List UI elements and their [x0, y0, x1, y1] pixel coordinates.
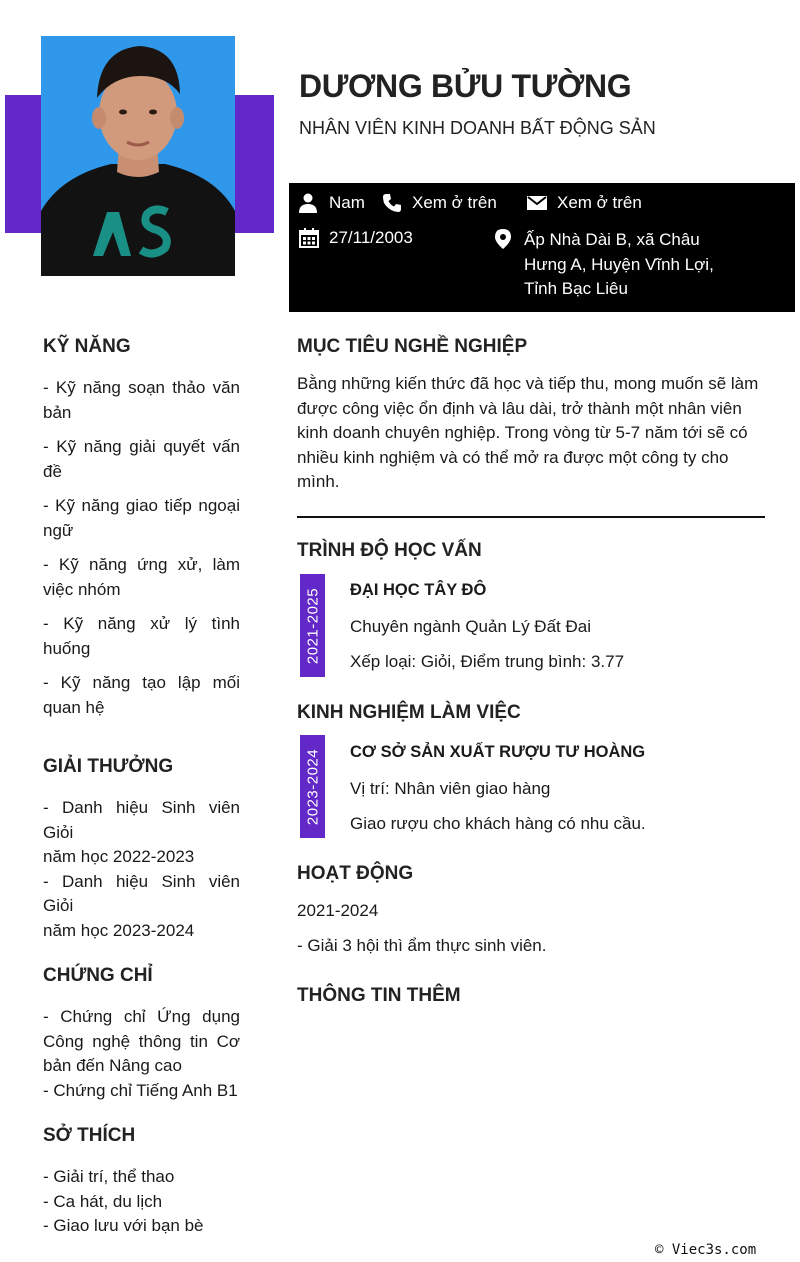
- experience-heading: KINH NGHIỆM LÀM VIỆC: [297, 702, 521, 723]
- objective-line: được công việc ổn định và lâu dài, trở thành một nhân viên: [297, 398, 742, 418]
- award-line: năm học 2023-2024: [43, 920, 195, 940]
- certificate-line: - Chứng chỉ Ứng dụng: [43, 1007, 240, 1026]
- objective-heading: MỤC TIÊU NGHỀ NGHIỆP: [297, 336, 528, 357]
- education-years-bar: [300, 574, 325, 677]
- experience-description: Giao rượu cho khách hàng có nhu cầu.: [350, 814, 646, 833]
- section-divider: [297, 516, 765, 518]
- activities-heading: HOẠT ĐỘNG: [297, 863, 414, 884]
- objective-text: [297, 372, 765, 495]
- skill-line: - Kỹ năng ứng xử, làm: [43, 555, 240, 574]
- more-info-heading: THÔNG TIN THÊM: [297, 985, 461, 1006]
- award-line: - Danh hiệu Sinh viên Giỏi: [43, 798, 240, 842]
- skill-item: [43, 671, 240, 720]
- skill-line: - Kỹ năng giải quyết vấn: [43, 437, 240, 456]
- certificate-line: bản đến Nâng cao: [43, 1056, 182, 1075]
- skill-line: - Kỹ năng soạn thảo văn: [43, 378, 240, 397]
- address-line: Ấp Nhà Dài B, xã Châu: [524, 230, 700, 249]
- skill-item: [43, 435, 240, 484]
- skill-line: đề: [43, 461, 62, 481]
- skill-item: [43, 612, 240, 661]
- education-grade: Xếp loại: Giỏi, Điểm trung bình: 3.77: [350, 652, 625, 671]
- skill-item: [43, 553, 240, 602]
- certificate-line: Công nghệ thông tin Cơ: [43, 1031, 240, 1051]
- accent-block-left: [5, 95, 45, 233]
- phone-value[interactable]: Xem ở trên: [412, 193, 497, 212]
- address-line: Hưng A, Huyện Vĩnh Lợi,: [524, 254, 714, 274]
- left-column: [43, 336, 240, 1239]
- skills-list: [43, 376, 240, 720]
- certificates-heading: CHỨNG CHỈ: [43, 965, 153, 986]
- award-line: - Danh hiệu Sinh viên Giỏi: [43, 871, 240, 915]
- gender-value: Nam: [329, 193, 365, 212]
- skill-line: huống: [43, 638, 91, 658]
- education-heading: TRÌNH ĐỘ HỌC VẤN: [297, 540, 482, 561]
- objective-line: nhiều kinh nghiệm và có thể mở ra được một công ty cho: [297, 447, 729, 467]
- contact-address: [494, 228, 734, 302]
- mail-icon: [527, 193, 547, 213]
- objective-line: Bằng những kiến thức đã học và tiếp thu, mong muốn sẽ làm: [297, 374, 759, 393]
- email-value[interactable]: Xem ở trên: [557, 193, 642, 212]
- phone-icon: [382, 193, 402, 213]
- awards-list: [43, 796, 240, 943]
- objective-line: kinh doanh chuyên nghiệp. Trong vòng từ 5-7 năm tới sẽ có: [297, 423, 748, 442]
- skill-line: ngữ: [43, 520, 74, 540]
- dob-value: 27/11/2003: [329, 228, 413, 247]
- award-line: năm học 2022-2023: [43, 847, 195, 866]
- contact-box: [289, 183, 795, 312]
- contact-dob: [299, 228, 413, 248]
- experience-position: Vị trí: Nhân viên giao hàng: [350, 779, 551, 798]
- certificate-line: - Chứng chỉ Tiếng Anh B1: [43, 1080, 238, 1100]
- skill-line: - Kỹ năng tạo lập mối: [43, 673, 240, 692]
- profile-photo: [41, 36, 235, 276]
- skill-line: - Kỹ năng giao tiếp ngoại: [43, 496, 240, 515]
- experience-years: 2023-2024: [304, 748, 321, 825]
- certificates-list: [43, 1005, 240, 1103]
- objective-line: mình.: [297, 472, 340, 491]
- candidate-name: DƯƠNG BỬU TƯỜNG: [299, 68, 632, 104]
- job-title: NHÂN VIÊN KINH DOANH BẤT ĐỘNG SẢN: [299, 118, 656, 138]
- accent-block-right: [234, 95, 274, 233]
- skill-line: quan hệ: [43, 697, 105, 717]
- hobby-line: - Ca hát, du lịch: [43, 1191, 163, 1211]
- activities-years: 2021-2024: [297, 901, 379, 920]
- skill-line: - Kỹ năng xử lý tình: [43, 614, 240, 633]
- address-value: [524, 228, 714, 302]
- address-line: Tỉnh Bạc Liêu: [524, 279, 628, 298]
- education-school: ĐẠI HỌC TÂY ĐÔ: [350, 581, 487, 599]
- hobby-line: - Giao lưu với bạn bè: [43, 1216, 204, 1235]
- skill-line: việc nhóm: [43, 579, 121, 599]
- education-major: Chuyên ngành Quản Lý Đất Đai: [350, 617, 591, 636]
- skill-line: bản: [43, 402, 72, 422]
- experience-years-bar: [300, 735, 325, 838]
- education-years: 2021-2025: [304, 587, 321, 664]
- skills-heading: KỸ NĂNG: [43, 336, 131, 357]
- calendar-icon: [299, 228, 319, 248]
- skill-item: [43, 376, 240, 425]
- activities-item: - Giải 3 hội thì ẩm thực sinh viên.: [297, 936, 547, 955]
- footer-credit: © Viec3s.com: [655, 1242, 757, 1258]
- person-icon: [299, 193, 319, 213]
- experience-company: CƠ SỞ SẢN XUẤT RƯỢU TƯ HOÀNG: [350, 743, 646, 761]
- awards-heading: GIẢI THƯỞNG: [43, 756, 174, 777]
- contact-gender: [299, 193, 365, 213]
- contact-phone: [382, 193, 497, 213]
- skill-item: [43, 494, 240, 543]
- hobbies-list: [43, 1165, 240, 1239]
- hobbies-heading: SỞ THÍCH: [43, 1125, 136, 1146]
- location-pin-icon: [494, 229, 514, 249]
- contact-email: [527, 193, 642, 213]
- hobby-line: - Giải trí, thể thao: [43, 1167, 175, 1186]
